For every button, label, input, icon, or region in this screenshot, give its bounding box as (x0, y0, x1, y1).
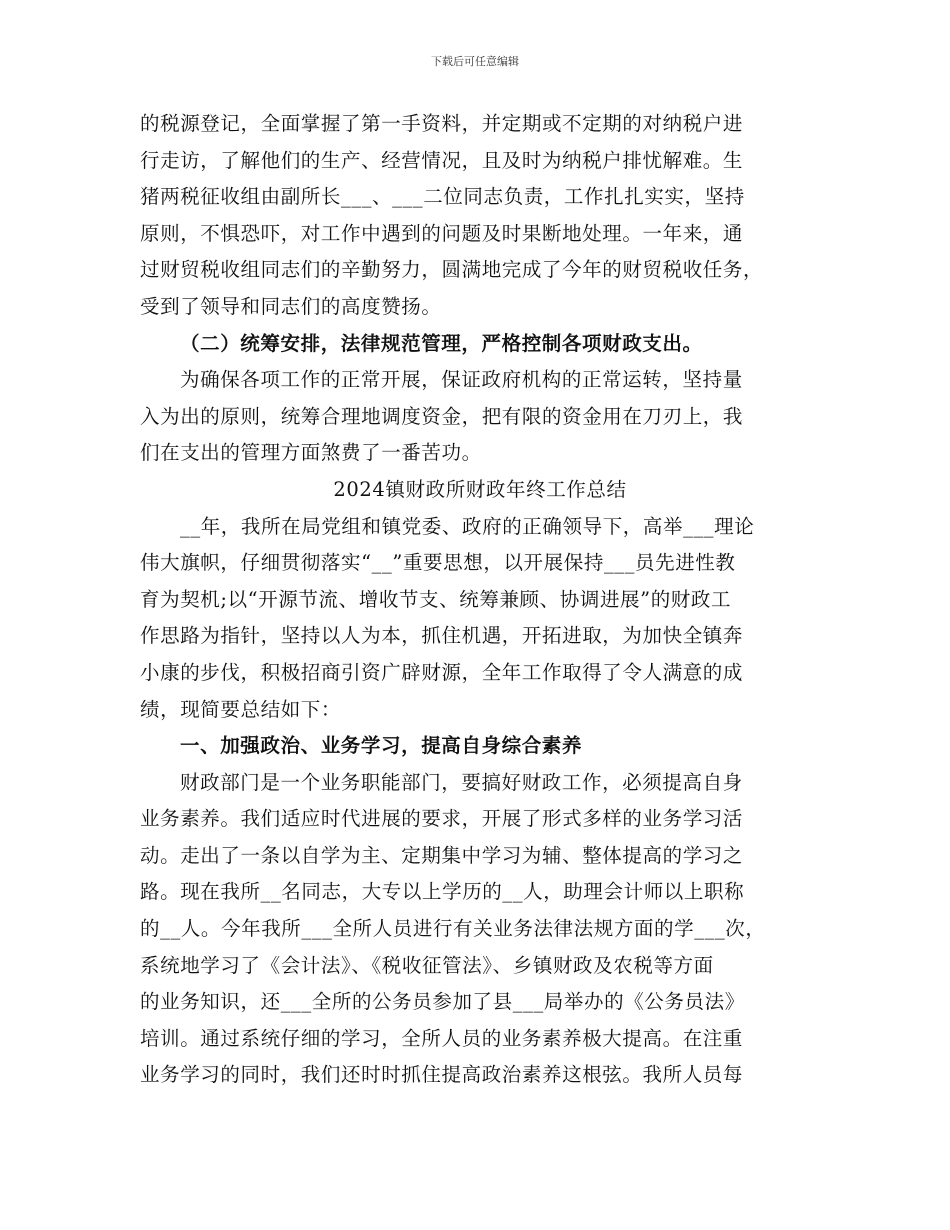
body-line: 小康的步伐，积极招商引资广辟财源，全年工作取得了令人满意的成 (140, 660, 744, 684)
body-line: 的税源登记，全面掌握了第一手资料，并定期或不定期的对纳税户进 (140, 112, 744, 135)
section-heading: （二）统筹安排，法律规范管理，严格控制各项财政支出。 (180, 331, 703, 355)
body-line: 伟大旗帜，仔细贯彻落实“__”重要思想，以开展保持___员先进性教 (140, 551, 736, 575)
section-heading: 一、加强政治、业务学习，提高自身综合素养 (180, 734, 583, 758)
body-line: 们在支出的管理方面煞费了一番苦功。 (140, 441, 482, 465)
body-line: 猪两税征收组由副所长___、___二位同志负责，工作扎扎实实，坚持 (140, 185, 745, 209)
body-line: 育为契机;以“开源节流、增收节支、统筹兼顾、协调进展”的财政工 (140, 587, 732, 611)
body-line: 过财贸税收组同志们的辛勤努力，圆满地完成了今年的财贸税收任务， (140, 258, 764, 282)
body-line: 的__人。今年我所___全所人员进行有关业务法律法规方面的学___次， (140, 917, 766, 941)
body-line: __年，我所在局党组和镇党委、政府的正确领导下，高举___理论 (180, 514, 755, 538)
body-line: 为确保各项工作的正常开展，保证政府机构的正常运转，坚持量 (180, 368, 743, 392)
body-line: 行走访，了解他们的生产、经营情况，且及时为纳税户排忧解难。生 (140, 148, 744, 172)
body-line: 受到了领导和同志们的高度赞扬。 (140, 294, 442, 318)
body-line: 动。走出了一条以自学为主、定期集中学习为辅、整体提高的学习之 (140, 843, 744, 867)
body-line: 业务学习的同时，我们还时时抓住提高政治素养这根弦。我所人员每 (140, 1063, 744, 1087)
body-line: 原则，不惧恐吓，对工作中遇到的问题及时果断地处理。一年来，通 (140, 221, 744, 245)
document-body (140, 106, 820, 1094)
page-header-note: 下载后可任意编辑 (431, 55, 519, 68)
body-line: 业务素养。我们适应时代进展的要求，开展了形式多样的业务学习活 (140, 807, 744, 831)
body-line: 作思路为指针，坚持以人为本，抓住机遇，开拓进取，为加快全镇奔 (140, 624, 744, 648)
body-line: 的业务知识，还___全所的公务员参加了县___局举办的《公务员法》 (140, 990, 745, 1014)
body-line: 路。现在我所__名同志，大专以上学历的__人，助理会计师以上职称 (140, 880, 745, 904)
body-line: 系统地学习了《会计法》、《税收征管法》、乡镇财政及农税等方面 (140, 953, 714, 977)
body-line: 绩，现简要总结如下： (140, 697, 342, 721)
body-line: 培训。通过系统仔细的学习，全所人员的业务素养极大提高。在注重 (140, 1026, 744, 1050)
document-title: 2024镇财政所财政年终工作总结 (333, 477, 627, 501)
body-line: 入为出的原则，统筹合理地调度资金，把有限的资金用在刀刃上，我 (140, 404, 744, 428)
body-line: 财政部门是一个业务职能部门，要搞好财政工作，必须提高自身 (180, 770, 743, 794)
